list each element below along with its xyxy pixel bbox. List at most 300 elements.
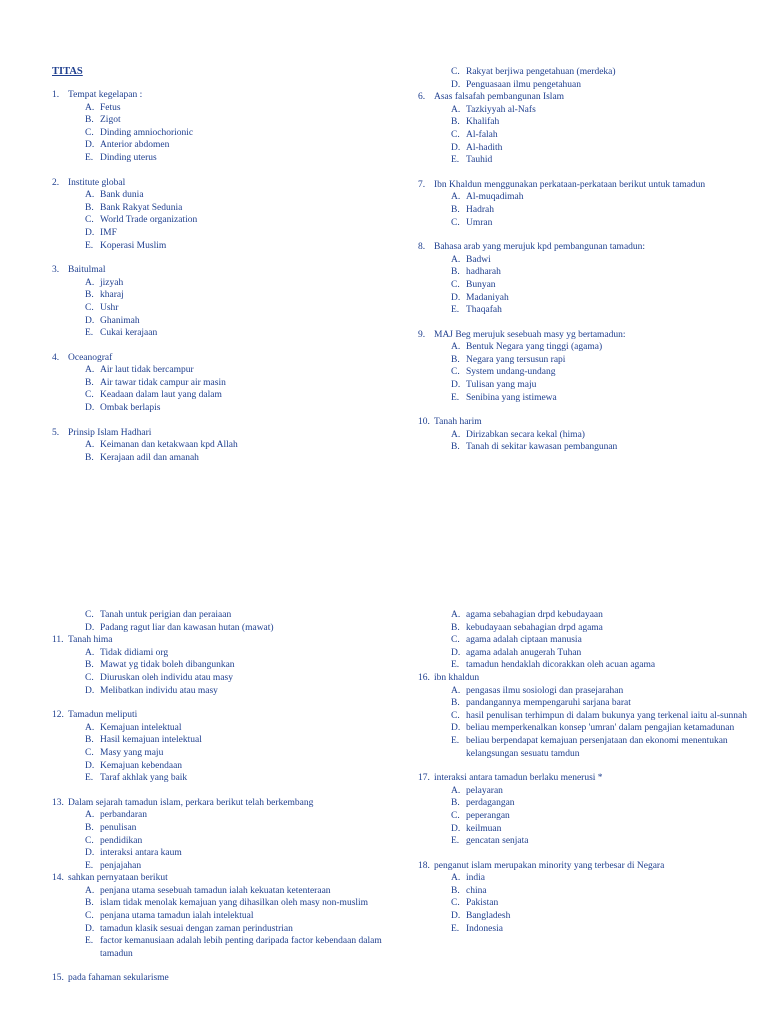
option-text: beliau berpendapat kemajuan persenjataan dan ekonomi menentukan kelangsungan sesuatu tamdun [466,735,728,759]
option-text: Keimanan dan ketakwaan kpd Allah [100,440,238,451]
option-letter: A. [451,192,461,203]
question-number: 18. [418,860,430,871]
option-letter: B. [85,290,94,301]
answer-option [418,835,758,848]
question-text: Tamadun meliputi [68,710,138,721]
question-stem [418,179,758,192]
answer-option [418,129,758,142]
answer-option [418,304,758,317]
answer-option [418,622,758,635]
option-list [418,685,758,761]
option-letter: C. [451,898,460,909]
question-item [418,772,758,848]
question-text: MAJ Beg merujuk sesebuah masy yg bertamadun: [434,329,626,340]
page1-right-column [418,66,758,466]
option-letter: C. [451,279,460,290]
option-text: Tanah untuk perigian dan peraiaan [100,610,232,620]
option-list [418,254,758,317]
question-stem [52,352,392,365]
option-text: Al-muqadimah [466,192,524,203]
question-number: 7. [418,179,426,190]
option-text: Khalifah [466,117,500,128]
answer-option [418,429,758,442]
option-text: keilmuan [466,823,502,834]
answer-option [52,685,392,698]
answer-option [418,66,758,79]
option-text: Thaqafah [466,305,502,316]
question-item [418,91,758,167]
option-text: Tazkiyyah al-Nafs [466,104,536,115]
question-item [418,179,758,229]
answer-option [52,377,392,390]
answer-option [418,897,758,910]
continued-options [52,609,392,634]
option-text: penjana utama sesebuah tamadun ialah kekuatan ketenteraan [100,885,331,896]
option-text: Mawat yg tidak boleh dibangunkan [100,660,235,671]
option-text: Bangladesh [466,911,511,922]
question-stem [52,634,392,647]
option-text: Kerajaan adil dan amanah [100,452,199,463]
option-text: Cukai kerajaan [100,328,158,339]
option-letter: C. [451,710,460,721]
option-letter: D. [451,823,461,834]
option-list [52,189,392,252]
option-list [52,885,392,961]
option-text: Tanah di sekitar kawasan pembangunan [466,442,618,453]
option-letter: C. [85,610,94,620]
answer-option [418,142,758,155]
question-list [418,91,758,454]
answer-option [52,114,392,127]
answer-option [52,389,392,402]
answer-option [52,289,392,302]
question-text: Bahasa arab yang merujuk kpd pembangunan tamadun: [434,242,646,253]
answer-option [418,797,758,810]
option-text: Ghanimah [100,315,140,326]
answer-option [52,189,392,202]
option-list [418,429,758,454]
answer-option [52,734,392,747]
option-text: kharaj [100,290,124,301]
question-text: Tanah hima [68,635,113,646]
question-item [52,872,392,960]
option-text: Bank Rakyat Sedunia [100,202,183,213]
question-number: 9. [418,329,426,340]
option-letter: A. [451,104,461,115]
answer-option [52,847,392,860]
answer-option [52,152,392,165]
question-text: Ibn Khaldun menggunakan perkataan-perkataan berikut untuk tamadun [434,179,706,190]
answer-option [52,439,392,452]
option-text: pandangannya mempengaruhi sarjana barat [466,698,631,709]
option-text: Penguasaan ilmu pengetahuan [466,79,582,90]
answer-option [418,154,758,167]
option-letter: C. [85,390,94,401]
question-number: 14. [52,873,64,884]
option-letter: D. [85,760,95,771]
option-letter: A. [85,647,95,658]
question-text: Oceanograf [68,352,113,363]
option-letter: D. [451,647,461,658]
option-text: Melibatkan individu atau masy [100,685,218,696]
option-text: Bank dunia [100,190,144,201]
option-text: Air laut tidak bercampur [100,365,194,376]
question-stem [418,416,758,429]
question-text: Tempat kegelapan : [68,90,143,100]
answer-option [52,772,392,785]
option-text: hadharah [466,267,501,278]
answer-option [418,392,758,405]
option-letter: A. [451,873,461,884]
option-letter: A. [451,342,461,353]
question-item [418,860,758,936]
question-stem [418,91,758,104]
question-text: Institute global [68,177,126,188]
answer-option [418,254,758,267]
option-letter: E. [451,923,460,934]
question-number: 17. [418,773,430,784]
option-text: Tidak didiami org [100,647,169,658]
document-page-2 [0,512,768,1024]
answer-option [52,860,392,873]
answer-option [418,292,758,305]
answer-option [52,452,392,465]
answer-option [418,885,758,898]
option-letter: E. [85,936,94,947]
question-text: ibn khaldun [434,672,480,683]
page2-right-column [418,609,758,947]
option-letter: B. [451,885,460,896]
option-text: tamadun hendaklah dicorakkan oleh acuan agama [466,660,656,671]
question-item [418,672,758,760]
option-letter: D. [451,911,461,922]
answer-option [418,735,758,760]
option-letter: C. [451,367,460,378]
question-item [418,416,758,454]
answer-option [418,116,758,129]
option-letter: A. [85,102,95,113]
option-letter: B. [85,898,94,909]
option-letter: D. [85,622,95,633]
option-text: pendidikan [100,835,143,846]
option-text: Dinding uterus [100,152,157,163]
option-list [52,722,392,785]
option-letter: E. [451,392,460,403]
answer-option [418,441,758,454]
option-text: perdagangan [466,798,515,809]
option-text: Bunyan [466,279,496,290]
option-text: Al-hadith [466,142,503,153]
question-stem [418,241,758,254]
option-letter: B. [85,660,94,671]
question-stem [418,860,758,873]
option-list [418,191,758,229]
question-list [52,89,392,464]
option-text: Keadaan dalam laut yang dalam [100,390,222,401]
answer-option [418,659,758,672]
question-stem [52,264,392,277]
option-letter: E. [85,773,94,784]
answer-option [52,935,392,960]
option-letter: B. [85,735,94,746]
answer-option [52,102,392,115]
question-number: 12. [52,710,64,721]
option-list [52,809,392,872]
option-letter: C. [451,635,460,646]
option-letter: D. [451,142,461,153]
option-letter: C. [85,747,94,758]
question-text: Asas falsafah pembangunan Islam [434,92,565,103]
question-item [52,352,392,415]
option-text: IMF [100,227,117,238]
question-text: penganut islam merupakan minority yang terbesar di Negara [434,860,665,871]
option-letter: E. [451,836,460,847]
answer-option [52,277,392,290]
option-letter: C. [85,911,94,922]
option-letter: A. [85,365,95,376]
question-stem [52,872,392,885]
question-text: Tanah harim [434,417,482,428]
option-letter: E. [85,328,94,339]
question-number: 6. [418,92,426,103]
option-letter: A. [85,277,95,288]
option-text: Tauhid [466,155,493,166]
option-letter: A. [85,190,95,201]
option-letter: A. [451,429,461,440]
question-stem [52,797,392,810]
option-text: Tulisan yang maju [466,380,537,391]
question-stem [52,177,392,190]
answer-option [418,872,758,885]
option-letter: C. [85,672,94,683]
option-letter: C. [85,835,94,846]
answer-option [418,266,758,279]
option-text: pelayaran [466,785,503,796]
document-title: TITAS [52,66,83,77]
question-list [52,634,392,985]
option-text: Bentuk Negara yang tinggi (agama) [466,342,603,353]
option-letter: B. [85,452,94,463]
option-letter: A. [451,785,461,796]
option-text: agama sebahagian drpd kebudayaan [466,610,603,620]
option-letter: A. [451,610,461,620]
answer-option [418,647,758,660]
option-list [52,439,392,464]
option-letter: A. [451,254,461,265]
option-text: gencatan senjata [466,836,529,847]
answer-option [52,747,392,760]
option-text: Ombak berlapis [100,403,161,414]
option-text: kebudayaan sebahagian drpd agama [466,622,603,633]
option-text: Anterior abdomen [100,140,170,151]
option-letter: A. [85,440,95,451]
option-letter: E. [451,155,460,166]
answer-option [52,760,392,773]
option-text: Indonesia [466,923,503,934]
option-text: Rakyat berjiwa pengetahuan (merdeka) [466,67,616,77]
option-list [418,341,758,404]
option-letter: C. [451,67,460,77]
question-number: 10. [418,417,430,428]
option-text: china [466,885,487,896]
option-text: Hasil kemajuan intelektual [100,735,202,746]
option-text: Fetus [100,102,121,113]
answer-option [418,710,758,723]
option-text: Zigot [100,115,121,126]
answer-option [52,910,392,923]
answer-option [418,785,758,798]
answer-option [418,379,758,392]
option-text: Pakistan [466,898,499,909]
option-letter: B. [451,117,460,128]
continued-options [418,66,758,91]
option-list [52,647,392,697]
option-text: Al-falah [466,129,498,140]
answer-option [418,823,758,836]
page1-left-column [52,0,392,476]
option-letter: A. [85,722,95,733]
option-letter: C. [451,217,460,228]
page2-left-column [52,609,392,997]
option-letter: B. [451,442,460,453]
option-text: islam tidak menolak kemajuan yang dihasilkan oleh masy non-muslim [100,898,369,909]
answer-option [52,402,392,415]
question-item [52,89,392,165]
option-text: Padang ragut liar dan kawasan hutan (mawat) [100,622,274,633]
option-text: Dirizabkan secara kekal (hima) [466,429,585,440]
question-item [52,634,392,697]
answer-option [52,240,392,253]
option-text: Badwi [466,254,491,265]
option-letter: C. [85,302,94,313]
option-letter: E. [451,735,460,746]
option-letter: C. [85,127,94,138]
question-item [52,177,392,253]
option-letter: E. [85,152,94,163]
option-text: Negara yang tersusun rapi [466,354,566,365]
question-stem [52,972,392,985]
option-letter: B. [451,204,460,215]
answer-option [418,341,758,354]
answer-option [418,634,758,647]
question-item [52,709,392,785]
option-letter: D. [85,923,95,934]
answer-option [418,366,758,379]
question-item [52,264,392,340]
answer-option [52,139,392,152]
option-letter: B. [85,377,94,388]
option-text: Koperasi Muslim [100,240,167,251]
answer-option [52,202,392,215]
option-text: Masy yang maju [100,747,164,758]
option-letter: D. [85,403,95,414]
option-letter: D. [85,140,95,151]
option-list [418,785,758,848]
option-letter: E. [85,240,94,251]
answer-option [52,923,392,936]
option-text: penulisan [100,822,137,833]
option-letter: C. [451,810,460,821]
option-letter: E. [85,860,94,871]
question-number: 5. [52,427,60,438]
question-number: 3. [52,265,60,276]
answer-option [52,302,392,315]
question-list [418,672,758,935]
answer-option [52,214,392,227]
question-number: 8. [418,242,426,253]
option-text: perbandaran [100,810,147,821]
answer-option [52,897,392,910]
option-text: System undang-undang [466,367,556,378]
option-text: india [466,873,485,884]
answer-option [52,364,392,377]
answer-option [52,609,392,622]
question-stem [52,427,392,440]
answer-option [418,104,758,117]
option-letter: D. [451,380,461,391]
option-letter: D. [451,292,461,303]
answer-option [52,722,392,735]
option-text: interaksi antara kaum [100,848,182,859]
question-number: 2. [52,177,60,188]
option-letter: B. [451,267,460,278]
question-text: sahkan pernyataan berikut [68,873,168,884]
option-letter: C. [451,129,460,140]
question-item [52,797,392,873]
option-letter: B. [451,698,460,709]
question-number: 1. [52,90,60,100]
question-text: interaksi antara tamadun berlaku menerusi * [434,773,603,784]
option-letter: A. [85,810,95,821]
option-text: Madaniyah [466,292,509,303]
option-text: Ushr [100,302,119,313]
option-letter: A. [451,685,461,696]
answer-option [418,685,758,698]
question-stem [52,709,392,722]
option-letter: D. [85,227,95,238]
answer-option [418,910,758,923]
answer-option [52,127,392,140]
question-stem [52,89,392,102]
option-text: agama adalah ciptaan manusia [466,635,582,646]
question-item [418,329,758,405]
option-text: jizyah [100,277,124,288]
option-text: tamadun klasik sesuai dengan zaman perindustrian [100,923,293,934]
option-text: beliau memperkenalkan konsep 'umran' dalam pengajian ketamadunan [466,723,735,734]
answer-option [52,315,392,328]
option-letter: E. [451,660,460,671]
option-text: penjajahan [100,860,142,871]
answer-option [418,923,758,936]
answer-option [52,327,392,340]
option-letter: D. [85,685,95,696]
option-text: Air tawar tidak campur air masin [100,377,226,388]
question-stem [418,772,758,785]
option-text: agama adalah anugerah Tuhan [466,647,582,658]
answer-option [418,279,758,292]
question-item [52,427,392,465]
option-list [52,277,392,340]
question-text: Dalam sejarah tamadun islam, perkara berikut telah berkembang [68,797,314,808]
option-text: Kemajuan kebendaan [100,760,183,771]
question-item [52,972,392,985]
question-number: 4. [52,352,60,363]
option-list [52,364,392,414]
question-text: Baitulmal [68,265,106,276]
option-text: World Trade organization [100,215,198,226]
answer-option [52,809,392,822]
option-text: Kemajuan intelektual [100,722,182,733]
